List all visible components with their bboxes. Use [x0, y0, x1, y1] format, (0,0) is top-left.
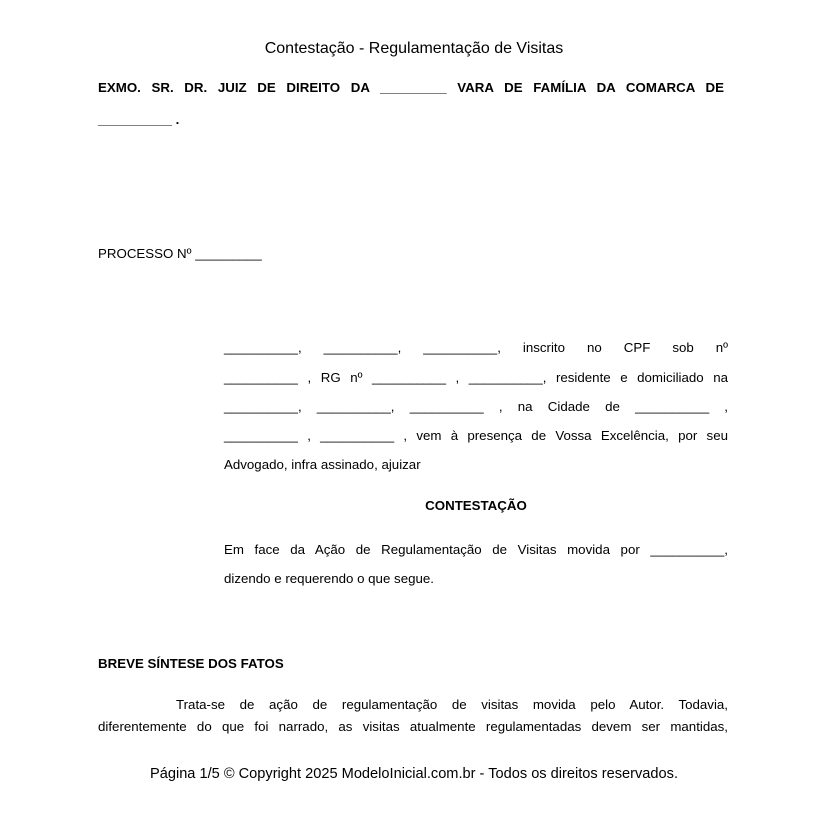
- qualification-line: __________ , RG nº __________ , __________, residente e domiciliado na: [224, 370, 728, 385]
- intro-line: dizendo e requerendo o que segue.: [224, 571, 434, 586]
- qualification-line: Advogado, infra assinado, ajuizar: [224, 457, 421, 472]
- intro-line: Em face da Ação de Regulamentação de Visitas movida por __________,: [224, 542, 728, 557]
- facts-heading: BREVE SÍNTESE DOS FATOS: [98, 656, 284, 671]
- facts-line: diferentemente do que foi narrado, as visitas atualmente regulamentadas devem ser mantidas,: [98, 719, 728, 734]
- address-line-1: EXMO. SR. DR. JUIZ DE DIREITO DA _________ VARA DE FAMÍLIA DA COMARCA DE: [98, 80, 724, 95]
- document-title: Contestação - Regulamentação de Visitas: [264, 40, 564, 57]
- process-number: PROCESSO Nº _________: [98, 246, 262, 261]
- address-line-2: __________ .: [98, 112, 180, 127]
- qualification-line: __________, __________, __________ , na Cidade de __________ ,: [224, 399, 728, 414]
- page-footer: Página 1/5 © Copyright 2025 ModeloInicial.com.br - Todos os direitos reservados.: [149, 766, 679, 782]
- facts-line: Trata-se de ação de regulamentação de visitas movida pelo Autor. Todavia,: [176, 697, 728, 712]
- section-title: CONTESTAÇÃO: [425, 498, 527, 513]
- qualification-line: __________ , __________ , vem à presença de Vossa Excelência, por seu: [224, 428, 728, 443]
- qualification-line: __________, __________, __________, inscrito no CPF sob nº: [224, 340, 728, 355]
